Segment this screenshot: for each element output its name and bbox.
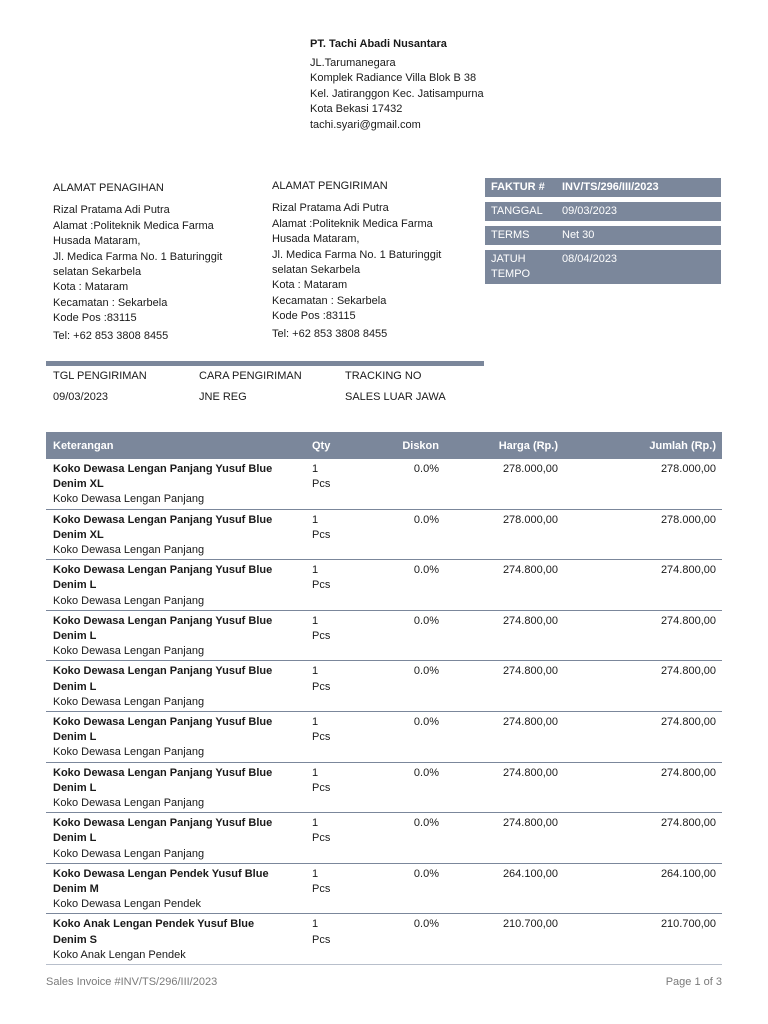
shipment-headers xyxy=(53,370,493,382)
shipment-date-label: TGL PENGIRIMAN xyxy=(53,370,147,382)
item-title-line: Denim XL xyxy=(53,528,104,541)
item-title-line: Denim M xyxy=(53,882,99,895)
invoice-due-value: 08/04/2023 xyxy=(562,253,618,265)
item-qty-unit: Pcs xyxy=(312,528,331,541)
item-qty-value: 1 xyxy=(312,665,319,678)
item-discount: 0.0% xyxy=(413,766,439,779)
table-header xyxy=(46,432,722,459)
item-qty-value: 1 xyxy=(312,463,319,475)
item-qty-value: 1 xyxy=(312,614,319,627)
billing-line: Husada Mataram, xyxy=(53,235,141,248)
invoice-terms-row xyxy=(485,226,721,245)
table-row xyxy=(46,459,722,510)
item-qty-value: 1 xyxy=(312,715,319,728)
item-price: 278.000,00 xyxy=(502,463,558,475)
item-total: 278.000,00 xyxy=(660,463,716,475)
item-discount: 0.0% xyxy=(413,665,439,678)
item-total: 274.800,00 xyxy=(660,665,716,678)
item-qty xyxy=(305,867,361,914)
item-discount: 0.0% xyxy=(413,817,439,830)
item-discount: 0.0% xyxy=(413,463,439,475)
item-total: 210.700,00 xyxy=(660,918,716,931)
invoice-due-label xyxy=(485,250,556,284)
shipping-name: Rizal Pratama Adi Putra xyxy=(272,202,389,215)
billing-line: Kecamatan : Sekarbela xyxy=(53,296,168,309)
item-qty-unit: Pcs xyxy=(312,781,331,794)
item-category: Koko Dewasa Lengan Panjang xyxy=(53,645,205,658)
header-total: Jumlah (Rp.) xyxy=(649,439,716,452)
item-title-line: Koko Anak Lengan Pendek Yusuf Blue xyxy=(53,918,255,931)
item-qty xyxy=(305,614,361,661)
table-row xyxy=(46,914,722,965)
item-category: Koko Dewasa Lengan Panjang xyxy=(53,796,205,809)
item-title-line: Denim L xyxy=(53,731,97,744)
shipping-phone: Tel: +62 853 3808 8455 xyxy=(272,327,388,340)
items-table xyxy=(46,432,722,965)
item-price: 210.700,00 xyxy=(502,918,558,931)
item-description xyxy=(46,867,305,914)
company-address-line: Kel. Jatiranggon Kec. Jatisampurna xyxy=(310,87,484,100)
item-description xyxy=(46,917,305,964)
item-qty xyxy=(305,917,361,964)
item-total: 264.100,00 xyxy=(660,867,716,880)
shipping-line: Kode Pos :83115 xyxy=(272,310,356,323)
item-total: 278.000,00 xyxy=(660,513,716,526)
item-discount: 0.0% xyxy=(413,513,439,526)
item-category: Koko Anak Lengan Pendek xyxy=(53,948,186,961)
shipping-line: Alamat :Politeknik Medica Farma xyxy=(272,217,433,230)
item-price: 278.000,00 xyxy=(502,513,558,526)
company-address-line: Komplek Radiance Villa Blok B 38 xyxy=(310,72,477,85)
item-title-line: Koko Dewasa Lengan Panjang Yusuf Blue xyxy=(53,766,273,779)
item-qty-unit: Pcs xyxy=(312,478,331,491)
billing-line: Kota : Mataram xyxy=(53,281,129,294)
item-category: Koko Dewasa Lengan Pendek xyxy=(53,898,201,911)
item-qty-value: 1 xyxy=(312,817,319,830)
billing-phone: Tel: +62 853 3808 8455 xyxy=(53,329,169,342)
shipping-heading: ALAMAT PENGIRIMAN xyxy=(272,180,388,192)
header-description: Keterangan xyxy=(53,439,114,452)
company-block xyxy=(310,37,570,134)
footer-page-number: Page 1 of 3 xyxy=(665,976,722,988)
billing-line: Jl. Medica Farma No. 1 Baturinggit xyxy=(53,250,223,263)
item-description xyxy=(46,816,305,863)
invoice-number-label: FAKTUR # xyxy=(491,181,545,193)
item-qty xyxy=(305,563,361,610)
item-qty-unit: Pcs xyxy=(312,680,331,693)
tracking-label: TRACKING NO xyxy=(345,370,422,382)
item-category: Koko Dewasa Lengan Panjang xyxy=(53,594,205,607)
item-price: 264.100,00 xyxy=(502,867,558,880)
invoice-date-label: TANGGAL xyxy=(491,205,543,217)
item-qty-unit: Pcs xyxy=(312,731,331,744)
item-qty-value: 1 xyxy=(312,766,319,779)
item-price: 274.800,00 xyxy=(502,564,558,577)
table-row xyxy=(46,510,722,561)
table-body xyxy=(46,459,722,965)
item-qty xyxy=(305,513,361,560)
invoice-number-value: INV/TS/296/III/2023 xyxy=(562,181,659,193)
company-email: tachi.syari@gmail.com xyxy=(310,118,421,131)
item-title-line: Denim XL xyxy=(53,478,104,491)
page-footer xyxy=(46,976,722,988)
item-title-line: Denim L xyxy=(53,579,97,592)
invoice-terms-label: TERMS xyxy=(491,229,530,241)
item-price: 274.800,00 xyxy=(502,766,558,779)
item-category: Koko Dewasa Lengan Panjang xyxy=(53,544,205,556)
invoice-meta xyxy=(485,178,721,289)
tracking-value: SALES LUAR JAWA xyxy=(345,391,446,403)
table-row xyxy=(46,560,722,611)
item-title-line: Koko Dewasa Lengan Pendek Yusuf Blue xyxy=(53,867,269,880)
item-qty-value: 1 xyxy=(312,564,319,577)
invoice-date-value: 09/03/2023 xyxy=(562,205,618,217)
shipment-method-value: JNE REG xyxy=(199,391,247,403)
item-discount: 0.0% xyxy=(413,867,439,880)
item-category: Koko Dewasa Lengan Panjang xyxy=(53,847,205,860)
shipping-line: Kecamatan : Sekarbela xyxy=(272,294,387,307)
item-title-line: Denim L xyxy=(53,629,97,642)
table-row xyxy=(46,813,722,864)
billing-name: Rizal Pratama Adi Putra xyxy=(53,204,170,217)
item-category: Koko Dewasa Lengan Panjang xyxy=(53,493,205,506)
item-total: 274.800,00 xyxy=(660,766,716,779)
invoice-due-label-line: TEMPO xyxy=(491,268,531,280)
item-discount: 0.0% xyxy=(413,918,439,931)
company-name: PT. Tachi Abadi Nusantara xyxy=(310,38,447,50)
item-title-line: Koko Dewasa Lengan Panjang Yusuf Blue xyxy=(53,817,273,830)
item-title-line: Koko Dewasa Lengan Panjang Yusuf Blue xyxy=(53,614,273,627)
shipping-line: Jl. Medica Farma No. 1 Baturinggit xyxy=(272,248,442,261)
item-price: 274.800,00 xyxy=(502,614,558,627)
shipment-date-value: 09/03/2023 xyxy=(53,391,109,403)
item-qty-unit: Pcs xyxy=(312,579,331,592)
item-price: 274.800,00 xyxy=(502,715,558,728)
table-row xyxy=(46,712,722,763)
shipment-values xyxy=(53,391,493,403)
item-qty-value: 1 xyxy=(312,513,319,526)
item-category: Koko Dewasa Lengan Panjang xyxy=(53,746,205,759)
item-title-line: Koko Dewasa Lengan Panjang Yusuf Blue xyxy=(53,513,273,526)
item-description xyxy=(46,766,305,813)
company-address-line: Kota Bekasi 17432 xyxy=(310,103,403,116)
item-total: 274.800,00 xyxy=(660,564,716,577)
item-total: 274.800,00 xyxy=(660,715,716,728)
item-description xyxy=(46,462,305,509)
shipment-info xyxy=(53,370,493,403)
item-qty xyxy=(305,816,361,863)
item-title-line: Koko Dewasa Lengan Panjang Yusuf Blue xyxy=(53,463,273,475)
item-qty-unit: Pcs xyxy=(312,629,331,642)
item-title-line: Denim L xyxy=(53,680,97,693)
item-description xyxy=(46,664,305,711)
billing-line: Alamat :Politeknik Medica Farma xyxy=(53,219,214,232)
item-title-line: Koko Dewasa Lengan Panjang Yusuf Blue xyxy=(53,564,273,577)
item-total: 274.800,00 xyxy=(660,817,716,830)
header-qty: Qty xyxy=(312,439,331,452)
invoice-due-row xyxy=(485,250,721,284)
item-qty-unit: Pcs xyxy=(312,832,331,845)
item-title-line: Koko Dewasa Lengan Panjang Yusuf Blue xyxy=(53,665,273,678)
billing-line: selatan Sekarbela xyxy=(53,266,142,279)
invoice-due-label-line: JATUH xyxy=(491,253,526,265)
item-qty-unit: Pcs xyxy=(312,933,331,946)
invoice-number-row xyxy=(485,178,721,197)
company-address-line: JL.Tarumanegara xyxy=(310,56,396,69)
item-qty xyxy=(305,462,361,509)
item-discount: 0.0% xyxy=(413,614,439,627)
item-price: 274.800,00 xyxy=(502,817,558,830)
item-description xyxy=(46,614,305,661)
table-row xyxy=(46,763,722,814)
header-price: Harga (Rp.) xyxy=(498,439,558,452)
invoice-date-row xyxy=(485,202,721,221)
item-discount: 0.0% xyxy=(413,564,439,577)
item-qty-unit: Pcs xyxy=(312,882,331,895)
item-category: Koko Dewasa Lengan Panjang xyxy=(53,695,205,708)
item-qty xyxy=(305,664,361,711)
table-row xyxy=(46,864,722,915)
item-discount: 0.0% xyxy=(413,715,439,728)
item-qty xyxy=(305,766,361,813)
shipping-line: Kota : Mataram xyxy=(272,279,348,292)
billing-heading: ALAMAT PENAGIHAN xyxy=(53,182,164,194)
shipment-method-label: CARA PENGIRIMAN xyxy=(199,370,302,382)
shipping-line: selatan Sekarbela xyxy=(272,264,361,277)
item-total: 274.800,00 xyxy=(660,614,716,627)
invoice-terms-value: Net 30 xyxy=(562,229,595,241)
item-title-line: Denim L xyxy=(53,832,97,845)
shipping-line: Husada Mataram, xyxy=(272,233,360,246)
header-discount: Diskon xyxy=(402,439,439,452)
shipment-divider xyxy=(46,361,484,366)
item-qty-value: 1 xyxy=(312,867,319,880)
item-description xyxy=(46,513,305,560)
item-title-line: Denim S xyxy=(53,933,98,946)
item-title-line: Koko Dewasa Lengan Panjang Yusuf Blue xyxy=(53,715,273,728)
item-price: 274.800,00 xyxy=(502,665,558,678)
billing-address xyxy=(53,181,253,344)
shipping-address xyxy=(272,179,472,342)
item-description xyxy=(46,715,305,762)
footer-invoice-ref: Sales Invoice #INV/TS/296/III/2023 xyxy=(46,976,218,988)
item-description xyxy=(46,563,305,610)
item-qty-value: 1 xyxy=(312,918,319,931)
table-row xyxy=(46,661,722,712)
item-title-line: Denim L xyxy=(53,781,97,794)
table-row xyxy=(46,611,722,662)
billing-line: Kode Pos :83115 xyxy=(53,312,137,325)
item-qty xyxy=(305,715,361,762)
